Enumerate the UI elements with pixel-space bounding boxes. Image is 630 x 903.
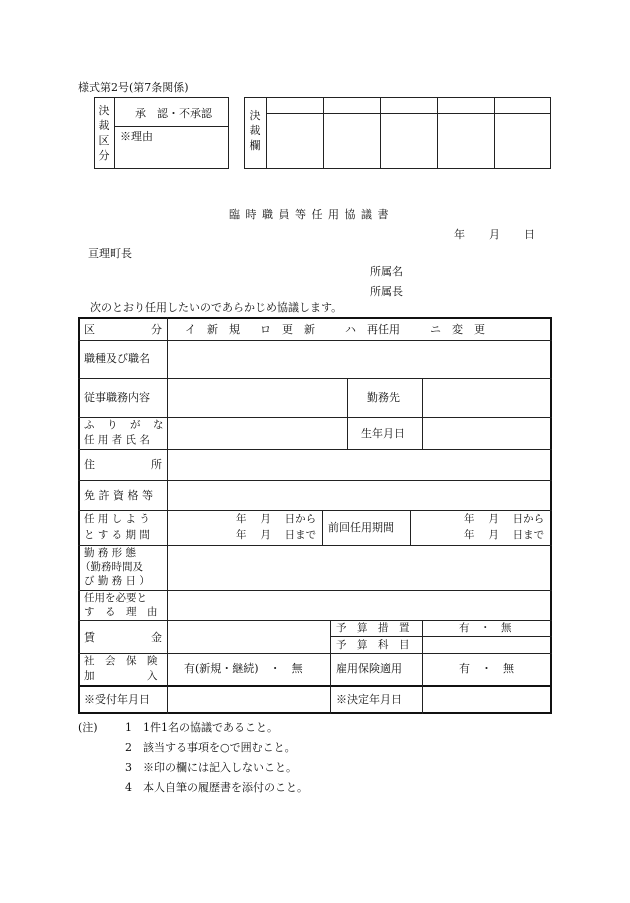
row-duty-label: 従事職務内容 (84, 391, 150, 404)
wage-field[interactable] (168, 621, 329, 652)
option-reappoint[interactable]: ハ 再任用 (345, 323, 400, 336)
decided-date-label: ※決定年月日 (336, 693, 402, 706)
addressee: 亘理町長 (88, 247, 132, 260)
row-furigana-label: ふ り が な (84, 419, 165, 431)
note-item: 3 ※印の欄には記入しないこと。 (125, 761, 297, 774)
budget-measure-label: 予 算 措 置 (336, 622, 410, 634)
notes-label: (注) (78, 721, 98, 734)
form-number: 様式第2号(第7条関係) (78, 81, 189, 94)
row-name-label: 任 用 者 氏 名 (84, 434, 150, 446)
budget-item-label: 予 算 科 目 (336, 639, 410, 651)
job-field[interactable] (168, 341, 551, 377)
intro-text: 次のとおり任用したいのであらかじめ協議します。 (90, 301, 343, 314)
period-from[interactable]: 年 月 日から (236, 513, 317, 525)
department-head-label: 所属長 (370, 285, 403, 298)
decided-date-field (423, 687, 551, 713)
note-item: 4 本人自筆の履歴書を添付のこと。 (125, 781, 308, 794)
note-item: 2 該当する事項を○で囲むこと。 (125, 741, 296, 754)
row-workform-label-3: び 勤 務 日 ） (84, 575, 150, 587)
workplace-field[interactable] (423, 379, 551, 416)
option-change[interactable]: ニ 変 更 (430, 323, 485, 336)
prev-period-from[interactable]: 年 月 日から (464, 513, 545, 525)
duty-field[interactable] (168, 379, 346, 416)
row-social-label-1: 社 会 保 険 (84, 655, 158, 667)
note-item: 1 1件1名の協議であること。 (125, 721, 278, 734)
received-date-label: ※受付年月日 (84, 693, 150, 706)
decision-column-box (244, 97, 551, 169)
department-name-label: 所属名 (370, 265, 403, 278)
row-job-label: 職種及び職名 (84, 352, 150, 365)
period-to[interactable]: 年 月 日まで (236, 529, 317, 541)
decision-category-label: 決 裁 区 分 (98, 104, 110, 162)
option-new[interactable]: イ 新 規 (185, 323, 240, 336)
row-license-label: 免 許 資 格 等 (84, 489, 153, 502)
license-field[interactable] (168, 481, 551, 509)
date-month: 月 (489, 228, 500, 241)
reason-field[interactable] (168, 591, 551, 619)
approval-option[interactable]: 承 認・不承認 (135, 107, 212, 120)
row-period-label-2: と す る 期 間 (84, 529, 150, 541)
prev-period-to[interactable]: 年 月 日まで (464, 529, 545, 541)
budget-measure-value[interactable]: 有 ・ 無 (459, 622, 512, 634)
birthdate-field[interactable] (423, 418, 551, 448)
reason-label: ※理由 (120, 130, 153, 143)
row-wage-label: 賃 金 (84, 631, 162, 644)
decision-column-label: 決 裁 欄 (249, 109, 261, 152)
row-address-label: 住 所 (84, 458, 162, 471)
page-title: 臨 時 職 員 等 任 用 協 議 書 (229, 208, 390, 221)
name-field[interactable] (168, 418, 346, 448)
row-workform-label-2: （勤務時間及 (80, 561, 143, 573)
row-period-label-1: 任 用 し よ う (84, 513, 150, 525)
row-social-label-2: 加 入 (84, 670, 158, 682)
address-field[interactable] (168, 450, 551, 479)
employment-insurance-label: 雇用保険適用 (336, 662, 402, 675)
date-year: 年 (454, 228, 465, 241)
employment-insurance-value[interactable]: 有 ・ 無 (459, 662, 514, 675)
workplace-label: 勤務先 (367, 391, 400, 404)
prev-period-label: 前回任用期間 (328, 521, 394, 534)
social-insurance-value[interactable]: 有(新規・継続) ・ 無 (184, 662, 303, 675)
row-workform-label-1: 勤 務 形 態 (84, 547, 137, 559)
budget-item-field[interactable] (423, 637, 551, 652)
date-day: 日 (524, 228, 535, 241)
row-kubun-label: 区 分 (84, 323, 162, 336)
received-date-field (168, 687, 329, 713)
birthdate-label: 生年月日 (361, 427, 405, 440)
workform-field[interactable] (168, 546, 551, 589)
row-reason-label-1: 任用を必要と (84, 592, 147, 604)
row-reason-label-2: す る 理 由 (84, 606, 158, 618)
option-renew[interactable]: ロ 更 新 (260, 323, 315, 336)
